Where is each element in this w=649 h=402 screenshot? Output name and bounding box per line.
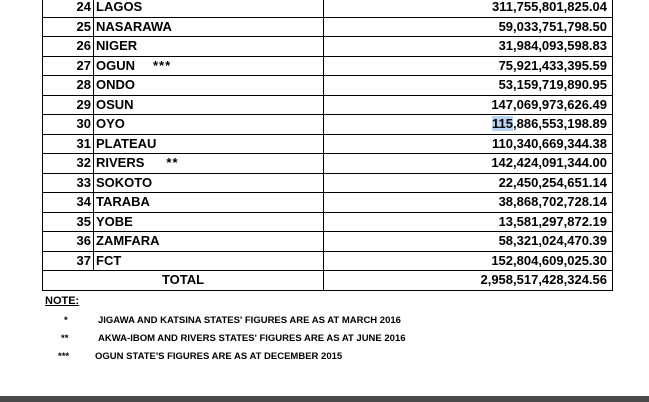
amount-cell: 22,450,254,651.14 <box>324 173 613 193</box>
state-name: NIGER <box>96 38 138 54</box>
state-name: RIVERS <box>96 155 145 171</box>
note-item <box>58 351 458 365</box>
footnote-mark: ** <box>166 155 179 171</box>
state-name: ZAMFARA <box>96 233 160 249</box>
note-text: AKWA-IBOM AND RIVERS STATES' FIGURES ARE AS AT JUNE 2016 <box>98 333 406 344</box>
amount-cell: 142,424,091,344.00 <box>324 154 613 174</box>
state-name-cell <box>94 17 324 37</box>
state-name: ONDO <box>96 77 135 93</box>
table-row <box>43 95 613 115</box>
amount-cell: 311,755,801,825.04 <box>324 0 613 17</box>
row-number: 33 <box>43 173 94 193</box>
row-number: 34 <box>43 193 94 213</box>
state-name: NASARAWA <box>96 18 172 34</box>
state-name-cell <box>94 0 324 17</box>
state-name: TARABA <box>96 194 150 210</box>
row-number: 30 <box>43 115 94 135</box>
note-text: OGUN STATE'S FIGURES ARE AS AT DECEMBER 2015 <box>95 351 343 362</box>
table-row <box>43 251 613 271</box>
note-symbol: *** <box>58 351 70 362</box>
amount-cell: 53,159,719,890.95 <box>324 76 613 96</box>
viewer-bottom-bar <box>0 396 649 402</box>
table-row <box>43 212 613 232</box>
state-name-cell <box>94 232 324 252</box>
table-row <box>43 134 613 154</box>
row-number: 25 <box>43 17 94 37</box>
table-row <box>43 115 613 135</box>
amount-cell: 31,984,093,598.83 <box>324 37 613 57</box>
note-item <box>61 333 461 347</box>
state-name-cell <box>94 212 324 232</box>
row-number: 27 <box>43 56 94 76</box>
table-row <box>43 56 613 76</box>
row-number: 35 <box>43 212 94 232</box>
total-row <box>43 271 613 291</box>
state-name: PLATEAU <box>96 135 157 151</box>
state-name: OSUN <box>96 96 134 112</box>
state-name: YOBE <box>96 213 133 229</box>
amount-rest: ,886,553,198.89 <box>513 116 607 132</box>
table-row <box>43 173 613 193</box>
amount-cell: 59,033,751,798.50 <box>324 17 613 37</box>
footnote-mark: *** <box>153 57 172 73</box>
state-name-cell <box>94 37 324 57</box>
state-name: OGUN <box>96 57 135 73</box>
row-number: 28 <box>43 76 94 96</box>
table-row <box>43 0 613 17</box>
table-row <box>43 17 613 37</box>
state-name-cell <box>94 95 324 115</box>
table-row <box>43 232 613 252</box>
state-name-cell <box>94 134 324 154</box>
row-number: 37 <box>43 251 94 271</box>
state-figures-table <box>42 0 613 291</box>
notes-heading: NOTE: <box>45 295 80 307</box>
note-symbol: ** <box>61 333 69 344</box>
state-name-cell <box>94 251 324 271</box>
state-name: FCT <box>96 252 122 268</box>
table-row <box>43 154 613 174</box>
state-name-cell <box>94 173 324 193</box>
state-name-cell <box>94 193 324 213</box>
note-symbol: * <box>64 315 68 326</box>
amount-cell: 13,581,297,872.19 <box>324 212 613 232</box>
total-amount: 2,958,517,428,324.56 <box>324 271 613 291</box>
amount-cell: 75,921,433,395.59 <box>324 56 613 76</box>
total-label: TOTAL <box>43 271 324 291</box>
state-name: OYO <box>96 116 125 132</box>
table-row <box>43 37 613 57</box>
note-item <box>64 315 464 329</box>
amount-cell: 38,868,702,728.14 <box>324 193 613 213</box>
row-number: 24 <box>43 0 94 17</box>
amount-cell: 110,340,669,344.38 <box>324 134 613 154</box>
state-name-cell <box>94 56 324 76</box>
amount-cell: 152,804,609,025.30 <box>324 251 613 271</box>
amount-cell <box>324 115 613 135</box>
state-name: SOKOTO <box>96 174 153 190</box>
state-name: LAGOS <box>96 0 143 15</box>
note-text: JIGAWA AND KATSINA STATES' FIGURES ARE AS AT MARCH 2016 <box>98 315 401 326</box>
state-name-cell <box>94 154 324 174</box>
row-number: 26 <box>43 37 94 57</box>
amount-cell: 58,321,024,470.39 <box>324 232 613 252</box>
amount-cell: 147,069,973,626.49 <box>324 95 613 115</box>
row-number: 36 <box>43 232 94 252</box>
row-number: 32 <box>43 154 94 174</box>
table-row <box>43 76 613 96</box>
row-number: 29 <box>43 95 94 115</box>
selected-text-highlight[interactable]: 115 <box>492 116 514 132</box>
row-number: 31 <box>43 134 94 154</box>
state-name-cell <box>94 76 324 96</box>
state-name-cell <box>94 115 324 135</box>
table-row <box>43 193 613 213</box>
